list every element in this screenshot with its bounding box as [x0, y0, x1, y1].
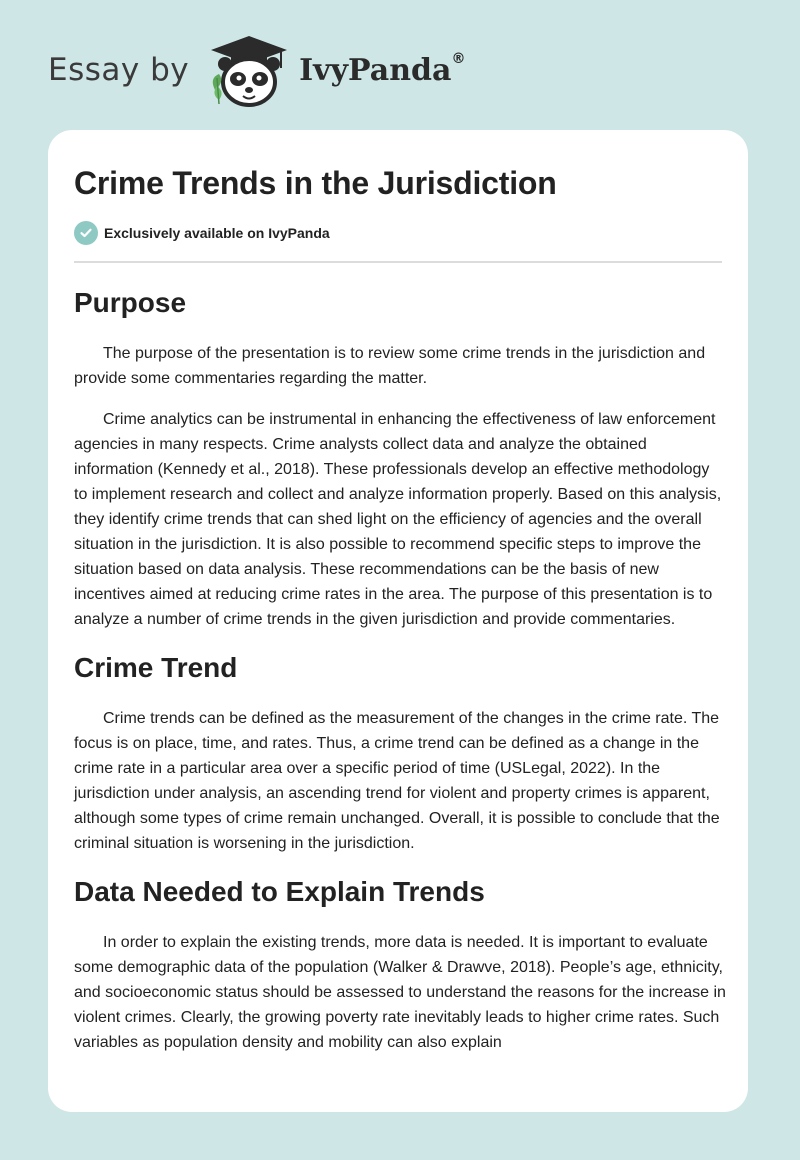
- check-icon: [74, 221, 98, 245]
- site-header: [48, 30, 465, 110]
- article-title: Crime Trends in the Jurisdiction: [74, 165, 557, 201]
- section-heading: Crime Trend: [74, 652, 238, 683]
- ivypanda-logo-icon: [207, 30, 291, 110]
- article-body: [74, 278, 726, 1055]
- brand-name: IvyPanda®: [299, 50, 466, 88]
- section-heading: Data Needed to Explain Trends: [74, 876, 485, 907]
- article-card: [48, 130, 748, 1112]
- paragraph: The purpose of the presentation is to review some crime trends in the jurisdiction and provide some commentaries regarding the matter.: [74, 345, 706, 387]
- paragraph: Crime trends can be defined as the measurement of the changes in the crime rate. The focus is on place, time, and rates. Thus, a crime trend can be defined as a change in the crime rate in a particular area over a specific period of time (USLegal, 2022). In the jurisdiction under analysis, an ascending trend for violent and property crimes is apparent, although some types of crime remain unchanged. Overall, it is possible to conclude that the criminal situation is worsening in the jurisdiction.: [74, 710, 720, 852]
- essay-by-label: Essay by: [48, 52, 190, 88]
- exclusive-badge: [74, 221, 330, 245]
- divider: [74, 261, 722, 263]
- paragraph: Crime analytics can be instrumental in enhancing the effectiveness of law enforcement agencies in many respects. Crime analysts collect data and analyze the obtained information (Kennedy et al., 2018). These professionals develop an effective methodology to implement research and collect and analyze information properly. Based on this analysis, they identify crime trends that can shed light on the efficiency of agencies and the overall situation in the jurisdiction. It is also possible to recommend specific steps to improve the situation based on data analysis. These recommendations can be the basis of new incentives aimed at reducing crime rates in the area. The purpose of this presentation is to analyze a number of crime trends in the given jurisdiction and provide commentaries.: [74, 411, 722, 628]
- paragraph: In order to explain the existing trends, more data is needed. It is important to evaluate some demographic data of the population (Walker & Drawve, 2018). People’s age, ethnicity, and socioeconomic status should be assessed to understand the reasons for the increase in violent crimes. Clearly, the growing poverty rate inevitably leads to higher crime rates. Such variables as population density and mobility can also explain: [74, 934, 726, 1051]
- exclusive-label: Exclusively available on IvyPanda: [104, 225, 330, 241]
- section-heading: Purpose: [74, 287, 187, 318]
